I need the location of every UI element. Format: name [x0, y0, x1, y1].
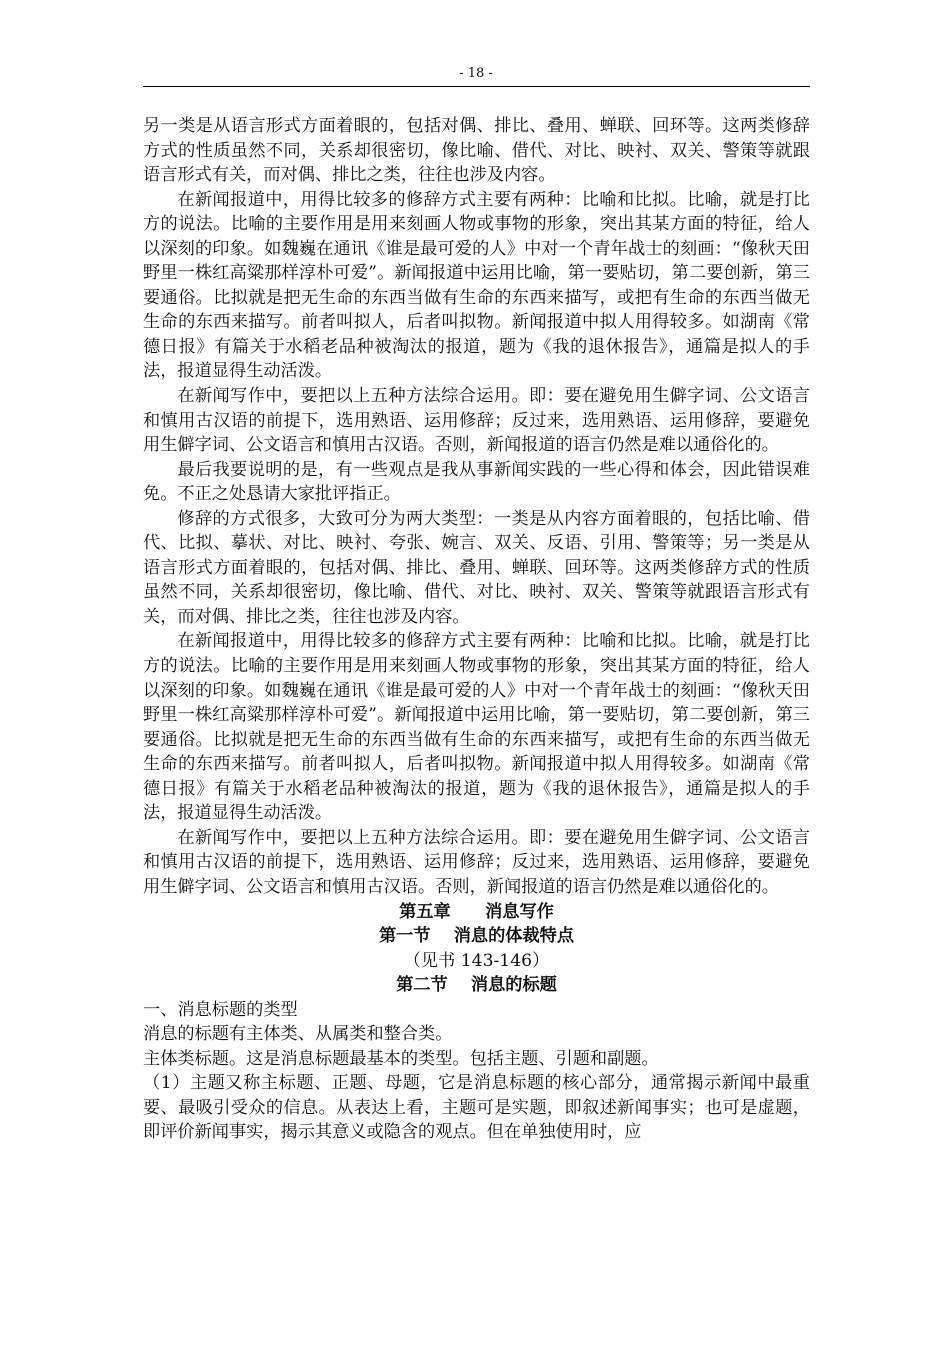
- reference-note: （见书 143-146）: [403, 950, 550, 971]
- paragraph-5: 修辞的方式很多，大致可分为两大类型：一类是从内容方面着眼的，包括比喻、借代、比拟、摹状、对比、映衬、夸张、婉言、双关、反语、引用、警策等；另一类是从语言形式方面着眼的，包括对偶、排比、叠用、蝉联、回环等。这两类修辞方式的性质虽然不同，关系却很密切，像比喻、借代、对比、映衬、双关、警策等就跟语言形式有关，而对偶、排比之类，往往也涉及内容。: [143, 508, 810, 627]
- paragraph-9: 消息的标题有主体类、从属类和整合类。: [143, 1024, 453, 1045]
- document-body: [143, 114, 810, 1145]
- paragraph-8: 一、消息标题的类型: [143, 999, 298, 1020]
- paragraph-6: 在新闻报道中，用得比较多的修辞方式主要有两种：比喻和比拟。比喻，就是打比方的说法。比喻的主要作用是用来刻画人物或事物的形象，突出其某方面的特征，给人以深刻的印象。如魏巍在通讯《谁是最可爱的人》中对一个青年战士的刻画：“像秋天田野里一株红高粱那样淳朴可爱”。新闻报道中运用比喻，第一要贴切，第二要创新，第三要通俗。比拟就是把无生命的东西当做有生命的东西来描写，或把有生命的东西当做无生命的东西来描写。前者叫拟人，后者叫拟物。新闻报道中拟人用得较多。如湖南《常德日报》有篇关于水稻老品种被淘汰的报道，题为《我的退休报告》，通篇是拟人的手法，报道显得生动活泼。: [143, 631, 810, 824]
- paragraph-7: 在新闻写作中，要把以上五种方法综合运用。即：要在避免用生僻字词、公文语言和慎用古汉语的前提下，选用熟语、运用修辞；反过来，选用熟语、运用修辞，要避免用生僻字词、公文语言和慎用古汉语。否则，新闻报道的语言仍然是难以通俗化的。: [143, 827, 810, 897]
- page-number: - 18 -: [459, 66, 493, 81]
- paragraph-1: 另一类是从语言形式方面着眼的，包括对偶、排比、叠用、蝉联、回环等。这两类修辞方式的性质虽然不同，关系却很密切，像比喻、借代、对比、映衬、双关、警策等就跟语言形式有关，而对偶、排比之类，往往也涉及内容。: [143, 116, 810, 186]
- paragraph-10: 主体类标题。这是消息标题最基本的类型。包括主题、引题和副题。: [143, 1048, 659, 1069]
- paragraph-11: （1）主题又称主标题、正题、母题，它是消息标题的核心部分，通常揭示新闻中最重要、最吸引受众的信息。从表达上看，主题可是实题，即叙述新闻事实；也可是虚题，即评价新闻事实，揭示其意义或隐含的观点。但在单独使用时，应: [143, 1073, 810, 1143]
- section-heading-2: 第二节 消息的标题: [396, 975, 557, 996]
- paragraph-3: 在新闻写作中，要把以上五种方法综合运用。即：要在避免用生僻字词、公文语言和慎用古汉语的前提下，选用熟语、运用修辞；反过来，选用熟语、运用修辞，要避免用生僻字词、公文语言和慎用古汉语。否则，新闻报道的语言仍然是难以通俗化的。: [143, 386, 810, 456]
- header-rule: [143, 86, 810, 87]
- paragraph-2: 在新闻报道中，用得比较多的修辞方式主要有两种：比喻和比拟。比喻，就是打比方的说法。比喻的主要作用是用来刻画人物或事物的形象，突出其某方面的特征，给人以深刻的印象。如魏巍在通讯《谁是最可爱的人》中对一个青年战士的刻画：“像秋天田野里一株红高粱那样淳朴可爱”。新闻报道中运用比喻，第一要贴切，第二要创新，第三要通俗。比拟就是把无生命的东西当做有生命的东西来描写，或把有生命的东西当做无生命的东西来描写。前者叫拟人，后者叫拟物。新闻报道中拟人用得较多。如湖南《常德日报》有篇关于水稻老品种被淘汰的报道，题为《我的退休报告》，通篇是拟人的手法，报道显得生动活泼。: [143, 189, 810, 382]
- paragraph-4: 最后我要说明的是，有一些观点是我从事新闻实践的一些心得和体会，因此错误难免。不正之处恳请大家批评指正。: [143, 459, 810, 505]
- section-heading-1: 第一节 消息的体裁特点: [378, 926, 575, 947]
- chapter-heading: 第五章 消息写作: [399, 901, 554, 922]
